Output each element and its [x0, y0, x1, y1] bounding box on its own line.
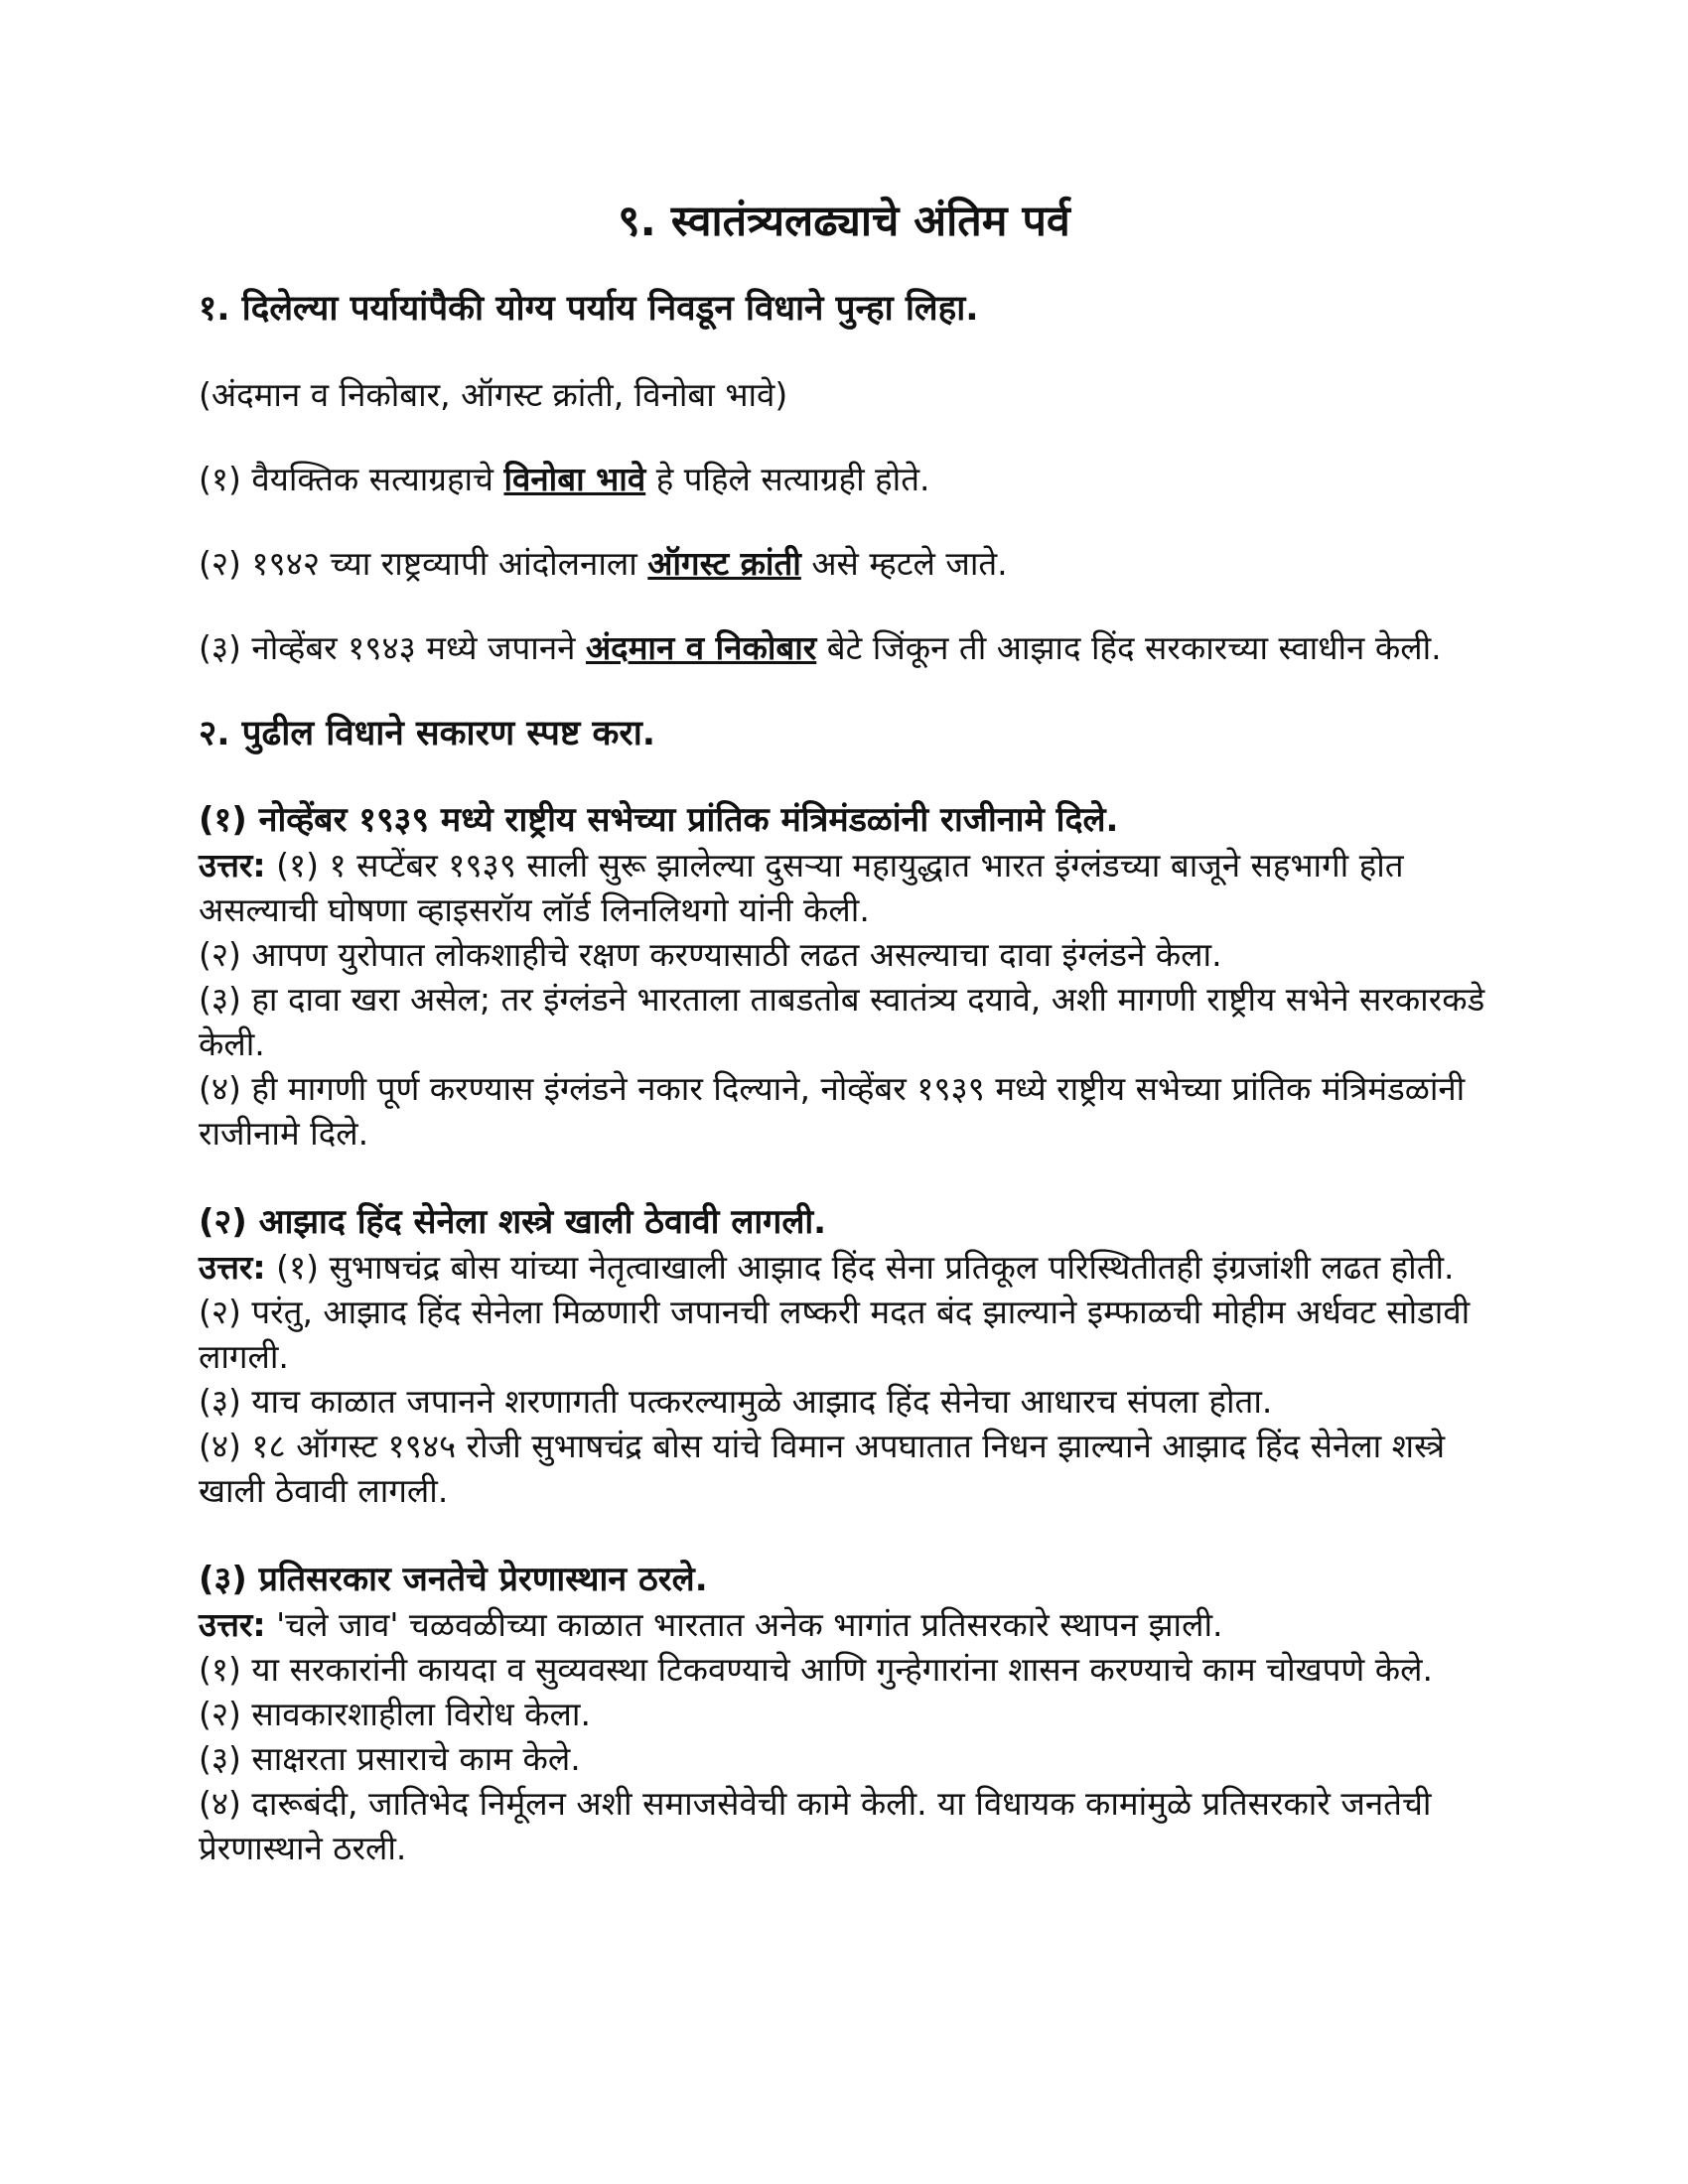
section-1-heading: १. दिलेल्या पर्यायांपैकी योग्य पर्याय निवडून विधाने पुन्हा लिहा.: [199, 289, 979, 329]
answer-word: ऑगस्ट क्रांती: [647, 544, 801, 583]
answer-label: उत्तर:: [199, 1605, 266, 1644]
answer-line: (४) ही मागणी पूर्ण करण्यास इंग्लंडने नकार दिल्याने, नोव्हेंबर १९३९ मध्ये राष्ट्रीय सभेच्या प्रांतिक मंत्रिमंडळांनी राजीनामे दिले.: [199, 1069, 1466, 1153]
question-heading: (१) नोव्हेंबर १९३९ मध्ये राष्ट्रीय सभेच्या प्रांतिक मंत्रिमंडळांनी राजीनामे दिले.: [199, 800, 1119, 840]
document-page: [199, 194, 1489, 1914]
question-block-1: [199, 797, 1489, 1156]
answer-line: (४) दारूबंदी, जातिभेद निर्मूलन अशी समाजसेवेची कामे केली. या विधायक कामांमुळे प्रतिसरकारे जनतेची प्रेरणास्थाने ठरली.: [199, 1784, 1432, 1867]
item-text: (१) वैयक्तिक सत्याग्रहाचे: [199, 460, 504, 498]
answer-word: अंदमान व निकोबार: [585, 628, 817, 667]
question-block-3: [199, 1557, 1489, 1870]
answer-line: (४) १८ ऑगस्ट १९४५ रोजी सुभाषचंद्र बोस यांचे विमान अपघातात निधन झाल्याने आझाद हिंद सेनेला शस्त्रे खाली ठेवावी लागली.: [199, 1427, 1446, 1510]
fill-blank-item-3: [199, 625, 1489, 670]
answer-line: [199, 843, 1489, 932]
question-block-2: [199, 1199, 1489, 1513]
fill-blank-item-1: [199, 457, 1489, 501]
answer-line: [199, 1245, 1489, 1290]
answer-text: (१) १ सप्टेंबर १९३९ साली सुरू झालेल्या दुसऱ्या महायुद्धात भारत इंग्लंडच्या बाजूने सहभागी होत असल्याची घोषणा व्हाइसरॉय लॉर्ड लिनलिथगो यांनी केली.: [199, 846, 1404, 929]
section-2-heading: २. पुढील विधाने सकारण स्पष्ट करा.: [199, 714, 656, 753]
answer-line: (३) हा दावा खरा असेल; तर इंग्लंडने भारताला ताबडतोब स्वातंत्र्य दयावे, अशी मागणी राष्ट्रीय सभेने सरकारकडे केली.: [199, 980, 1485, 1063]
answer-word: विनोबा भावे: [503, 460, 646, 498]
item-text: (३) नोव्हेंबर १९४३ मध्ये जपानने: [199, 628, 586, 667]
answer-line: (२) सावकारशाहीला विरोध केला.: [199, 1695, 591, 1733]
answer-label: उत्तर:: [199, 1248, 266, 1287]
answer-line: (१) या सरकारांनी कायदा व सुव्यवस्था टिकवण्याचे आणि गुन्हेगारांना शासन करण्याचे काम चोखपणे केले.: [199, 1650, 1433, 1689]
item-text: (२) १९४२ च्या राष्ट्रव्यापी आंदोलनाला: [199, 544, 648, 583]
answer-line: (२) आपण युरोपात लोकशाहीचे रक्षण करण्यासाठी लढत असल्याचा दावा इंग्लंडने केला.: [199, 935, 1222, 974]
answer-line: (३) याच काळात जपानने शरणागती पत्करल्यामुळे आझाद हिंद सेनेचा आधारच संपला होता.: [199, 1382, 1273, 1421]
answer-label: उत्तर:: [199, 846, 266, 885]
page-title: ९. स्वातंत्र्यलढ्याचे अंतिम पर्व: [618, 197, 1070, 246]
answer-text: (१) सुभाषचंद्र बोस यांच्या नेतृत्वाखाली आझाद हिंद सेना प्रतिकूल परिस्थितीतही इंग्रजांशी लढत होती.: [265, 1248, 1455, 1287]
fill-blank-item-2: [199, 541, 1489, 586]
item-text: बेटे जिंकून ती आझाद हिंद सरकारच्या स्वाधीन केली.: [816, 628, 1442, 667]
answer-line: (३) साक्षरता प्रसाराचे काम केले.: [199, 1739, 581, 1778]
options-list: (अंदमान व निकोबार, ऑगस्ट क्रांती, विनोबा भावे): [199, 375, 788, 414]
answer-line: (२) परंतु, आझाद हिंद सेनेला मिळणारी जपानची लष्करी मदत बंद झाल्याने इम्फाळची मोहीम अर्धवट सोडावी लागली.: [199, 1293, 1471, 1376]
question-heading: (२) आझाद हिंद सेनेला शस्त्रे खाली ठेवावी लागली.: [199, 1202, 827, 1242]
item-text: असे म्हटले जाते.: [800, 544, 1008, 583]
item-text: हे पहिले सत्याग्रही होते.: [645, 460, 930, 498]
answer-text: 'चले जाव' चळवळीच्या काळात भारतात अनेक भागांत प्रतिसरकारे स्थापन झाली.: [265, 1605, 1223, 1644]
question-heading: (३) प्रतिसरकार जनतेचे प्रेरणास्थान ठरले.: [199, 1560, 708, 1599]
answer-line: [199, 1602, 1489, 1647]
